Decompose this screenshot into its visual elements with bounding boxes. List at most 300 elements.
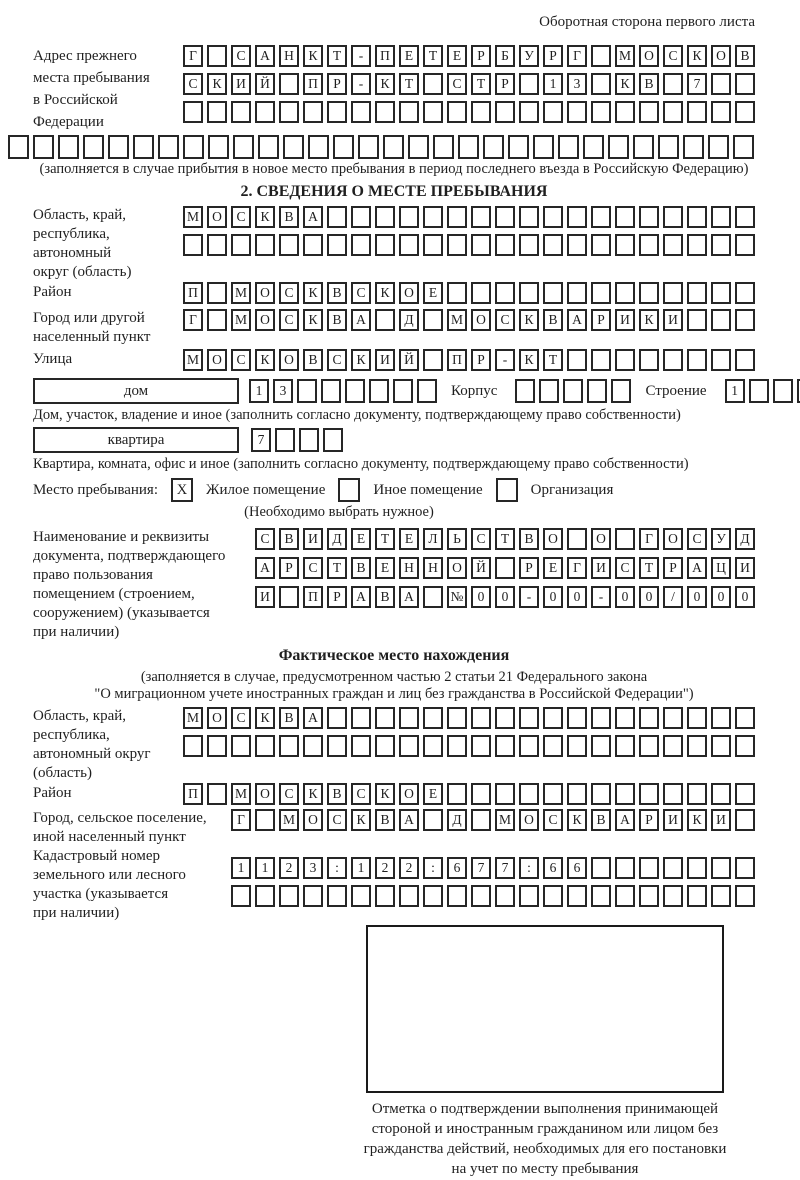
char-cell[interactable]: К bbox=[687, 45, 707, 67]
char-cell[interactable]: И bbox=[231, 73, 251, 95]
char-cell[interactable]: В bbox=[303, 349, 323, 371]
char-cell[interactable] bbox=[207, 735, 227, 757]
char-cell[interactable] bbox=[591, 45, 611, 67]
char-cell[interactable] bbox=[423, 309, 443, 331]
char-cell[interactable]: С bbox=[279, 282, 299, 304]
char-cell[interactable]: Г bbox=[639, 528, 659, 550]
char-cell[interactable] bbox=[639, 735, 659, 757]
char-cell[interactable] bbox=[687, 783, 707, 805]
char-cell[interactable] bbox=[417, 379, 437, 403]
char-cell[interactable] bbox=[615, 349, 635, 371]
char-cell[interactable] bbox=[399, 707, 419, 729]
char-cell[interactable] bbox=[327, 735, 347, 757]
char-cell[interactable] bbox=[423, 735, 443, 757]
char-cell[interactable] bbox=[33, 135, 54, 159]
char-cell[interactable]: П bbox=[303, 586, 323, 608]
char-cell[interactable]: Г bbox=[183, 45, 203, 67]
char-cell[interactable] bbox=[639, 282, 659, 304]
char-cell[interactable] bbox=[735, 206, 755, 228]
char-cell[interactable]: К bbox=[255, 707, 275, 729]
char-cell[interactable]: О bbox=[711, 45, 731, 67]
char-cell[interactable] bbox=[255, 735, 275, 757]
char-cell[interactable]: О bbox=[207, 206, 227, 228]
char-cell[interactable]: И bbox=[735, 557, 755, 579]
char-cell[interactable]: О bbox=[543, 528, 563, 550]
char-cell[interactable]: Е bbox=[447, 45, 467, 67]
char-cell[interactable] bbox=[735, 783, 755, 805]
char-cell[interactable] bbox=[308, 135, 329, 159]
char-cell[interactable] bbox=[447, 206, 467, 228]
char-cell[interactable]: В bbox=[591, 809, 611, 831]
char-cell[interactable]: 0 bbox=[735, 586, 755, 608]
char-cell[interactable]: С bbox=[351, 282, 371, 304]
char-cell[interactable] bbox=[399, 206, 419, 228]
char-cell[interactable] bbox=[8, 135, 29, 159]
char-cell[interactable] bbox=[351, 735, 371, 757]
char-cell[interactable]: 3 bbox=[303, 857, 323, 879]
char-cell[interactable] bbox=[231, 885, 251, 907]
char-cell[interactable] bbox=[351, 234, 371, 256]
char-cell[interactable] bbox=[749, 379, 769, 403]
char-cell[interactable]: К bbox=[687, 809, 707, 831]
char-cell[interactable] bbox=[519, 101, 539, 123]
char-cell[interactable]: К bbox=[255, 349, 275, 371]
char-cell[interactable]: С bbox=[663, 45, 683, 67]
char-cell[interactable]: К bbox=[207, 73, 227, 95]
char-cell[interactable] bbox=[687, 885, 707, 907]
char-cell[interactable] bbox=[495, 101, 515, 123]
char-cell[interactable] bbox=[375, 101, 395, 123]
char-cell[interactable]: : bbox=[519, 857, 539, 879]
char-cell[interactable] bbox=[375, 735, 395, 757]
char-cell[interactable]: Т bbox=[543, 349, 563, 371]
char-cell[interactable]: П bbox=[183, 282, 203, 304]
char-cell[interactable] bbox=[615, 707, 635, 729]
char-cell[interactable] bbox=[483, 135, 504, 159]
char-cell[interactable] bbox=[543, 234, 563, 256]
char-cell[interactable]: Т bbox=[327, 557, 347, 579]
char-cell[interactable] bbox=[543, 783, 563, 805]
char-cell[interactable]: А bbox=[615, 809, 635, 831]
char-cell[interactable] bbox=[519, 707, 539, 729]
char-cell[interactable] bbox=[423, 206, 443, 228]
char-cell[interactable]: В bbox=[327, 783, 347, 805]
char-cell[interactable]: 1 bbox=[543, 73, 563, 95]
char-cell[interactable] bbox=[591, 857, 611, 879]
char-cell[interactable]: 0 bbox=[711, 586, 731, 608]
char-cell[interactable] bbox=[423, 809, 443, 831]
char-cell[interactable] bbox=[423, 73, 443, 95]
char-cell[interactable] bbox=[275, 428, 295, 452]
char-cell[interactable]: 1 bbox=[249, 379, 269, 403]
char-cell[interactable] bbox=[183, 135, 204, 159]
char-cell[interactable]: О bbox=[207, 707, 227, 729]
char-cell[interactable]: 2 bbox=[399, 857, 419, 879]
char-cell[interactable]: Т bbox=[399, 73, 419, 95]
char-cell[interactable] bbox=[543, 101, 563, 123]
char-cell[interactable] bbox=[663, 783, 683, 805]
char-cell[interactable] bbox=[639, 349, 659, 371]
char-cell[interactable] bbox=[663, 101, 683, 123]
char-cell[interactable]: И bbox=[255, 586, 275, 608]
char-cell[interactable]: К bbox=[351, 349, 371, 371]
char-cell[interactable]: К bbox=[303, 783, 323, 805]
char-cell[interactable] bbox=[543, 885, 563, 907]
char-cell[interactable] bbox=[255, 809, 275, 831]
char-cell[interactable] bbox=[279, 586, 299, 608]
char-cell[interactable] bbox=[687, 206, 707, 228]
char-cell[interactable] bbox=[233, 135, 254, 159]
char-cell[interactable]: К bbox=[519, 349, 539, 371]
char-cell[interactable] bbox=[255, 234, 275, 256]
char-cell[interactable]: С bbox=[231, 349, 251, 371]
char-cell[interactable] bbox=[639, 783, 659, 805]
char-cell[interactable]: А bbox=[303, 707, 323, 729]
char-cell[interactable] bbox=[563, 379, 583, 403]
char-cell[interactable] bbox=[543, 707, 563, 729]
char-cell[interactable] bbox=[687, 735, 707, 757]
char-cell[interactable] bbox=[639, 707, 659, 729]
char-cell[interactable] bbox=[447, 282, 467, 304]
char-cell[interactable]: Е bbox=[399, 45, 419, 67]
char-cell[interactable] bbox=[519, 783, 539, 805]
char-cell[interactable]: Д bbox=[447, 809, 467, 831]
residential-checkbox[interactable]: X bbox=[171, 478, 193, 502]
char-cell[interactable]: Г bbox=[567, 45, 587, 67]
char-cell[interactable]: С bbox=[543, 809, 563, 831]
char-cell[interactable] bbox=[495, 282, 515, 304]
char-cell[interactable] bbox=[591, 885, 611, 907]
char-cell[interactable]: И bbox=[615, 309, 635, 331]
char-cell[interactable]: 1 bbox=[351, 857, 371, 879]
char-cell[interactable] bbox=[615, 528, 635, 550]
char-cell[interactable]: Р bbox=[519, 557, 539, 579]
char-cell[interactable] bbox=[591, 783, 611, 805]
char-cell[interactable]: № bbox=[447, 586, 467, 608]
char-cell[interactable] bbox=[708, 135, 729, 159]
char-cell[interactable] bbox=[327, 234, 347, 256]
char-cell[interactable] bbox=[543, 735, 563, 757]
char-cell[interactable]: В bbox=[327, 309, 347, 331]
char-cell[interactable] bbox=[735, 707, 755, 729]
char-cell[interactable]: В bbox=[279, 707, 299, 729]
char-cell[interactable] bbox=[615, 885, 635, 907]
char-cell[interactable] bbox=[208, 135, 229, 159]
char-cell[interactable] bbox=[447, 735, 467, 757]
char-cell[interactable]: И bbox=[303, 528, 323, 550]
char-cell[interactable]: В bbox=[279, 528, 299, 550]
char-cell[interactable] bbox=[558, 135, 579, 159]
char-cell[interactable]: - bbox=[495, 349, 515, 371]
char-cell[interactable]: С bbox=[231, 45, 251, 67]
char-cell[interactable]: 0 bbox=[639, 586, 659, 608]
char-cell[interactable]: П bbox=[447, 349, 467, 371]
char-cell[interactable]: 2 bbox=[279, 857, 299, 879]
char-cell[interactable]: Л bbox=[423, 528, 443, 550]
char-cell[interactable]: В bbox=[351, 557, 371, 579]
char-cell[interactable]: М bbox=[183, 206, 203, 228]
char-cell[interactable] bbox=[303, 101, 323, 123]
char-cell[interactable] bbox=[375, 707, 395, 729]
char-cell[interactable] bbox=[711, 282, 731, 304]
char-cell[interactable] bbox=[299, 428, 319, 452]
char-cell[interactable] bbox=[663, 857, 683, 879]
char-cell[interactable] bbox=[687, 349, 707, 371]
char-cell[interactable] bbox=[471, 282, 491, 304]
char-cell[interactable] bbox=[633, 135, 654, 159]
char-cell[interactable] bbox=[369, 379, 389, 403]
char-cell[interactable] bbox=[495, 885, 515, 907]
char-cell[interactable]: К bbox=[255, 206, 275, 228]
char-cell[interactable] bbox=[615, 735, 635, 757]
char-cell[interactable]: Р bbox=[471, 45, 491, 67]
char-cell[interactable]: Р bbox=[327, 586, 347, 608]
char-cell[interactable]: А bbox=[351, 309, 371, 331]
char-cell[interactable]: Е bbox=[423, 282, 443, 304]
char-cell[interactable]: С bbox=[447, 73, 467, 95]
char-cell[interactable]: 7 bbox=[495, 857, 515, 879]
char-cell[interactable] bbox=[207, 309, 227, 331]
char-cell[interactable]: А bbox=[303, 206, 323, 228]
char-cell[interactable] bbox=[711, 707, 731, 729]
char-cell[interactable] bbox=[83, 135, 104, 159]
char-cell[interactable]: 7 bbox=[687, 73, 707, 95]
char-cell[interactable]: 0 bbox=[567, 586, 587, 608]
char-cell[interactable] bbox=[773, 379, 793, 403]
char-cell[interactable] bbox=[423, 234, 443, 256]
char-cell[interactable] bbox=[433, 135, 454, 159]
char-cell[interactable] bbox=[231, 735, 251, 757]
char-cell[interactable] bbox=[471, 809, 491, 831]
char-cell[interactable] bbox=[591, 234, 611, 256]
char-cell[interactable] bbox=[519, 234, 539, 256]
char-cell[interactable] bbox=[383, 135, 404, 159]
char-cell[interactable] bbox=[495, 783, 515, 805]
char-cell[interactable] bbox=[639, 857, 659, 879]
char-cell[interactable]: Д bbox=[735, 528, 755, 550]
char-cell[interactable]: К bbox=[375, 73, 395, 95]
char-cell[interactable]: 7 bbox=[251, 428, 271, 452]
char-cell[interactable]: В bbox=[639, 73, 659, 95]
char-cell[interactable] bbox=[471, 206, 491, 228]
char-cell[interactable]: Б bbox=[495, 45, 515, 67]
char-cell[interactable]: Р bbox=[279, 557, 299, 579]
char-cell[interactable] bbox=[608, 135, 629, 159]
char-cell[interactable] bbox=[735, 857, 755, 879]
char-cell[interactable] bbox=[687, 282, 707, 304]
char-cell[interactable] bbox=[399, 101, 419, 123]
char-cell[interactable]: У bbox=[711, 528, 731, 550]
char-cell[interactable] bbox=[615, 206, 635, 228]
char-cell[interactable]: Р bbox=[591, 309, 611, 331]
char-cell[interactable] bbox=[567, 707, 587, 729]
char-cell[interactable]: О bbox=[279, 349, 299, 371]
char-cell[interactable]: Т bbox=[471, 73, 491, 95]
char-cell[interactable]: М bbox=[231, 783, 251, 805]
char-cell[interactable] bbox=[797, 379, 800, 403]
char-cell[interactable] bbox=[471, 234, 491, 256]
char-cell[interactable]: 0 bbox=[471, 586, 491, 608]
char-cell[interactable]: 0 bbox=[495, 586, 515, 608]
char-cell[interactable] bbox=[735, 282, 755, 304]
char-cell[interactable]: - bbox=[351, 45, 371, 67]
char-cell[interactable]: / bbox=[663, 586, 683, 608]
char-cell[interactable]: 6 bbox=[543, 857, 563, 879]
char-cell[interactable] bbox=[687, 857, 707, 879]
char-cell[interactable]: С bbox=[279, 783, 299, 805]
char-cell[interactable]: С bbox=[255, 528, 275, 550]
char-cell[interactable] bbox=[279, 101, 299, 123]
char-cell[interactable]: Т bbox=[495, 528, 515, 550]
char-cell[interactable]: М bbox=[183, 707, 203, 729]
char-cell[interactable] bbox=[327, 101, 347, 123]
char-cell[interactable] bbox=[399, 885, 419, 907]
char-cell[interactable] bbox=[735, 809, 755, 831]
char-cell[interactable]: И bbox=[663, 809, 683, 831]
char-cell[interactable] bbox=[663, 73, 683, 95]
char-cell[interactable] bbox=[471, 885, 491, 907]
other-premises-checkbox[interactable] bbox=[338, 478, 360, 502]
char-cell[interactable] bbox=[515, 379, 535, 403]
char-cell[interactable] bbox=[663, 707, 683, 729]
char-cell[interactable]: Ц bbox=[711, 557, 731, 579]
char-cell[interactable] bbox=[447, 885, 467, 907]
char-cell[interactable] bbox=[711, 309, 731, 331]
char-cell[interactable] bbox=[183, 101, 203, 123]
char-cell[interactable] bbox=[471, 101, 491, 123]
char-cell[interactable] bbox=[283, 135, 304, 159]
char-cell[interactable] bbox=[519, 735, 539, 757]
char-cell[interactable] bbox=[495, 707, 515, 729]
char-cell[interactable] bbox=[351, 206, 371, 228]
char-cell[interactable] bbox=[735, 234, 755, 256]
char-cell[interactable]: Р bbox=[471, 349, 491, 371]
char-cell[interactable] bbox=[567, 885, 587, 907]
char-cell[interactable] bbox=[663, 885, 683, 907]
char-cell[interactable]: В bbox=[519, 528, 539, 550]
char-cell[interactable] bbox=[423, 101, 443, 123]
char-cell[interactable]: М bbox=[495, 809, 515, 831]
char-cell[interactable] bbox=[393, 379, 413, 403]
char-cell[interactable] bbox=[303, 735, 323, 757]
char-cell[interactable] bbox=[327, 707, 347, 729]
char-cell[interactable] bbox=[615, 857, 635, 879]
char-cell[interactable]: 7 bbox=[471, 857, 491, 879]
char-cell[interactable]: С bbox=[183, 73, 203, 95]
char-cell[interactable] bbox=[735, 309, 755, 331]
char-cell[interactable] bbox=[375, 206, 395, 228]
char-cell[interactable]: В bbox=[543, 309, 563, 331]
char-cell[interactable]: О bbox=[639, 45, 659, 67]
char-cell[interactable] bbox=[658, 135, 679, 159]
char-cell[interactable]: Е bbox=[399, 528, 419, 550]
char-cell[interactable]: В bbox=[327, 282, 347, 304]
char-cell[interactable]: О bbox=[303, 809, 323, 831]
char-cell[interactable]: О bbox=[591, 528, 611, 550]
char-cell[interactable] bbox=[279, 885, 299, 907]
char-cell[interactable] bbox=[323, 428, 343, 452]
char-cell[interactable] bbox=[711, 735, 731, 757]
char-cell[interactable] bbox=[471, 783, 491, 805]
char-cell[interactable]: Е bbox=[543, 557, 563, 579]
char-cell[interactable]: М bbox=[231, 309, 251, 331]
char-cell[interactable] bbox=[207, 783, 227, 805]
char-cell[interactable] bbox=[327, 885, 347, 907]
char-cell[interactable] bbox=[279, 234, 299, 256]
char-cell[interactable]: - bbox=[351, 73, 371, 95]
char-cell[interactable]: Н bbox=[399, 557, 419, 579]
char-cell[interactable]: М bbox=[279, 809, 299, 831]
char-cell[interactable] bbox=[687, 309, 707, 331]
char-cell[interactable]: К bbox=[519, 309, 539, 331]
char-cell[interactable]: О bbox=[519, 809, 539, 831]
char-cell[interactable]: С bbox=[495, 309, 515, 331]
char-cell[interactable]: К bbox=[303, 45, 323, 67]
char-cell[interactable] bbox=[663, 234, 683, 256]
char-cell[interactable]: А bbox=[351, 586, 371, 608]
char-cell[interactable]: Н bbox=[423, 557, 443, 579]
char-cell[interactable]: Н bbox=[279, 45, 299, 67]
char-cell[interactable] bbox=[471, 707, 491, 729]
char-cell[interactable] bbox=[351, 885, 371, 907]
char-cell[interactable]: С bbox=[303, 557, 323, 579]
char-cell[interactable]: Й bbox=[471, 557, 491, 579]
char-cell[interactable] bbox=[258, 135, 279, 159]
char-cell[interactable] bbox=[279, 735, 299, 757]
char-cell[interactable]: С bbox=[615, 557, 635, 579]
char-cell[interactable]: 1 bbox=[255, 857, 275, 879]
char-cell[interactable] bbox=[711, 783, 731, 805]
char-cell[interactable]: О bbox=[399, 282, 419, 304]
char-cell[interactable] bbox=[375, 309, 395, 331]
char-cell[interactable] bbox=[303, 234, 323, 256]
char-cell[interactable]: Т bbox=[423, 45, 443, 67]
char-cell[interactable] bbox=[591, 349, 611, 371]
char-cell[interactable]: И bbox=[375, 349, 395, 371]
char-cell[interactable] bbox=[711, 349, 731, 371]
char-cell[interactable] bbox=[423, 885, 443, 907]
char-cell[interactable] bbox=[183, 234, 203, 256]
char-cell[interactable] bbox=[471, 735, 491, 757]
char-cell[interactable]: В bbox=[375, 586, 395, 608]
char-cell[interactable] bbox=[351, 707, 371, 729]
char-cell[interactable] bbox=[639, 234, 659, 256]
char-cell[interactable]: Т bbox=[327, 45, 347, 67]
char-cell[interactable]: С bbox=[687, 528, 707, 550]
char-cell[interactable]: Р bbox=[663, 557, 683, 579]
char-cell[interactable] bbox=[423, 586, 443, 608]
char-cell[interactable] bbox=[687, 234, 707, 256]
char-cell[interactable] bbox=[735, 735, 755, 757]
char-cell[interactable] bbox=[207, 45, 227, 67]
char-cell[interactable] bbox=[519, 282, 539, 304]
char-cell[interactable] bbox=[567, 234, 587, 256]
char-cell[interactable]: К bbox=[375, 783, 395, 805]
char-cell[interactable]: У bbox=[519, 45, 539, 67]
char-cell[interactable] bbox=[687, 101, 707, 123]
char-cell[interactable] bbox=[108, 135, 129, 159]
char-cell[interactable]: К bbox=[303, 282, 323, 304]
char-cell[interactable] bbox=[327, 206, 347, 228]
char-cell[interactable] bbox=[711, 206, 731, 228]
char-cell[interactable] bbox=[591, 735, 611, 757]
char-cell[interactable]: 6 bbox=[447, 857, 467, 879]
char-cell[interactable]: К bbox=[303, 309, 323, 331]
char-cell[interactable]: 1 bbox=[231, 857, 251, 879]
char-cell[interactable]: С bbox=[327, 809, 347, 831]
char-cell[interactable] bbox=[321, 379, 341, 403]
char-cell[interactable]: Е bbox=[375, 557, 395, 579]
